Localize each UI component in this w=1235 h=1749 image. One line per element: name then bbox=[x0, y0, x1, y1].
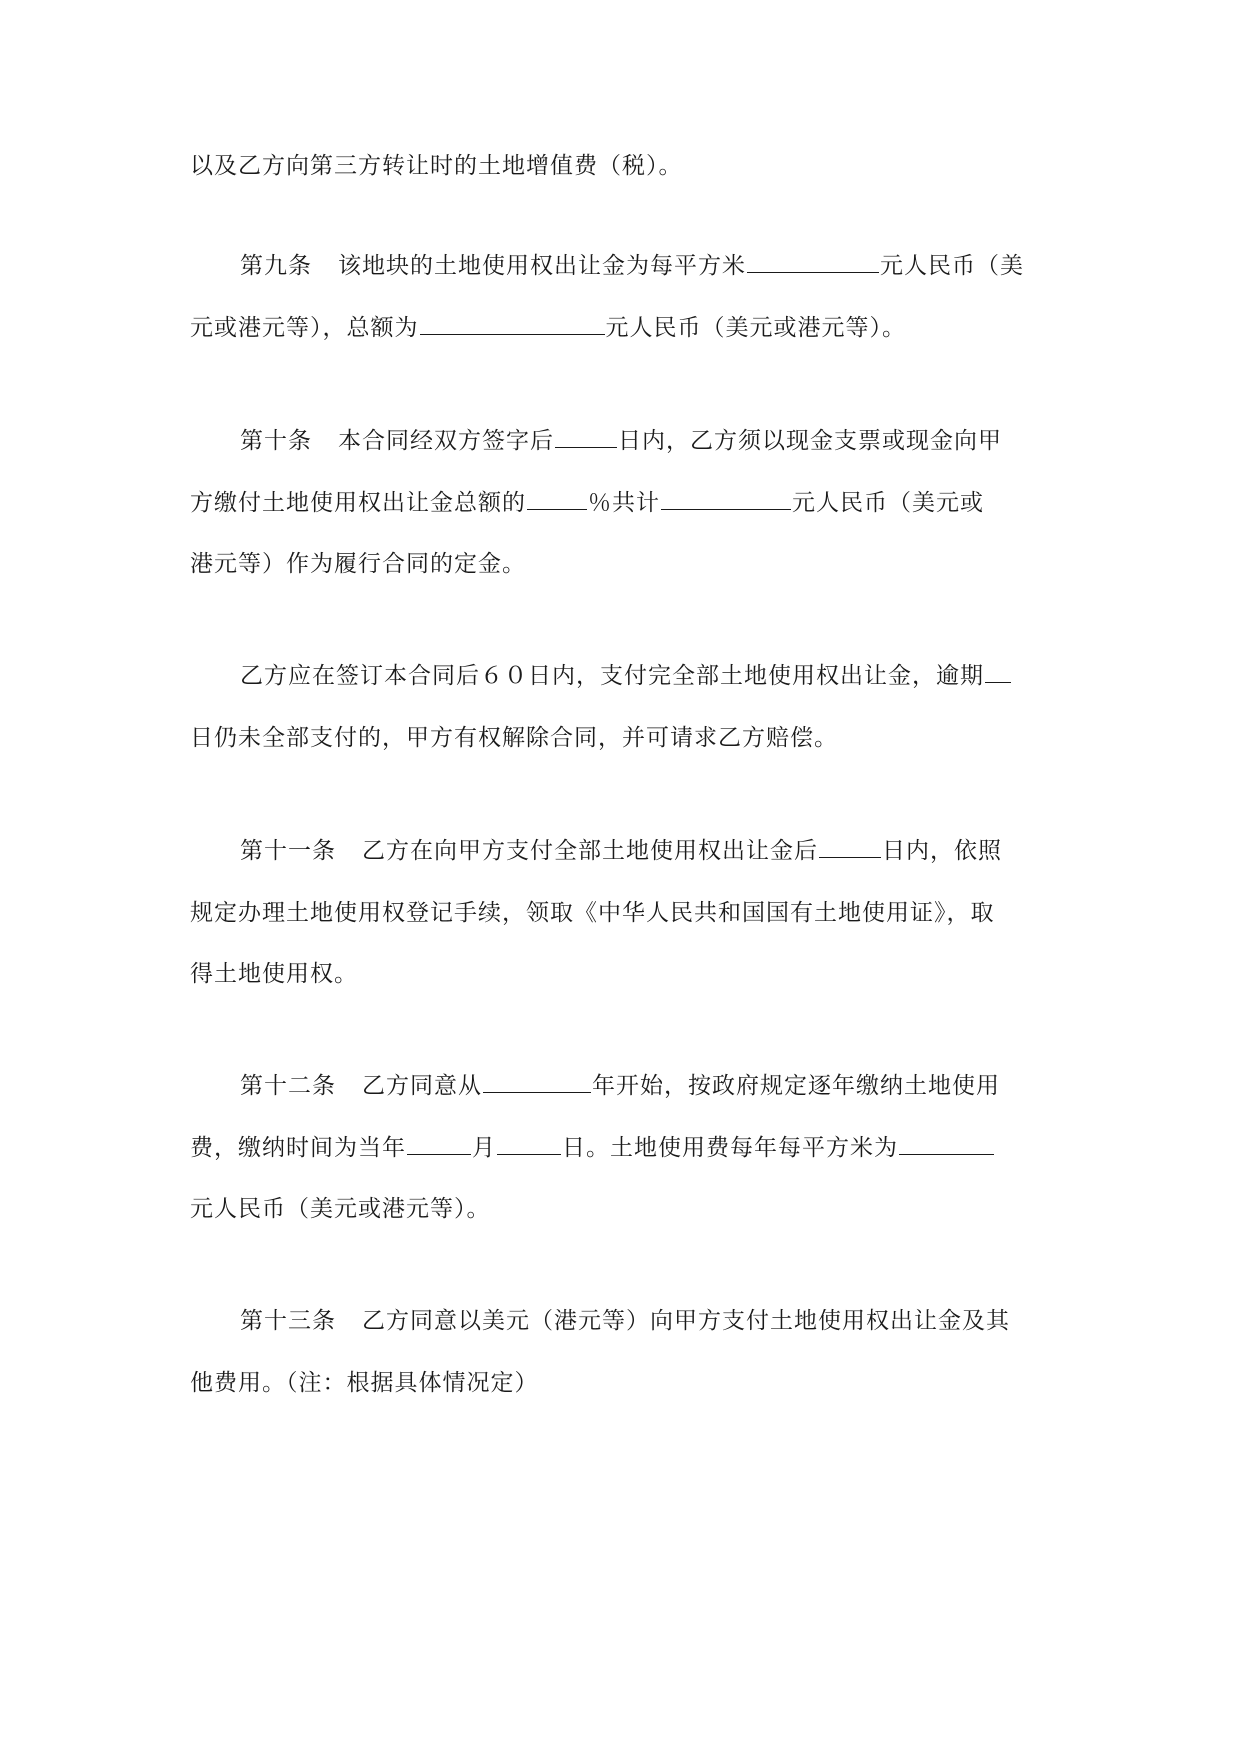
text-segment: 元人民币（美 bbox=[880, 253, 1024, 279]
text-line bbox=[190, 1193, 1070, 1225]
text-segment: ％共计 bbox=[588, 490, 660, 516]
fill-in-blank[interactable] bbox=[497, 1132, 561, 1155]
text-segment: 乙方在向甲方支付全部土地使用权出让金后 bbox=[362, 838, 818, 864]
fill-in-blank[interactable] bbox=[661, 487, 791, 510]
text-segment: 元人民币（美元或港元等）。 bbox=[605, 315, 906, 341]
text-segment: 得土地使用权。 bbox=[190, 961, 358, 987]
text-segment: 乙方同意以美元（港元等）向甲方支付土地使用权出让金及其 bbox=[362, 1308, 1010, 1334]
text-segment: 元或港元等），总额为 bbox=[190, 315, 419, 341]
article-13-line bbox=[240, 1305, 1120, 1337]
text-line bbox=[240, 660, 1120, 692]
fill-in-blank[interactable] bbox=[985, 660, 1011, 683]
fill-in-blank[interactable] bbox=[899, 1132, 994, 1155]
article-number: 第十三条 bbox=[240, 1308, 336, 1334]
fill-in-blank[interactable] bbox=[483, 1070, 591, 1093]
fill-in-blank[interactable] bbox=[819, 835, 881, 858]
article-number: 第十条 bbox=[240, 428, 312, 454]
text-segment: 本合同经双方签字后 bbox=[338, 428, 554, 454]
text-segment: 元人民币（美元或 bbox=[792, 490, 984, 516]
text-line bbox=[190, 1132, 1070, 1164]
text-line bbox=[190, 958, 1070, 990]
article-10-line bbox=[240, 425, 1120, 457]
text-line bbox=[190, 722, 1070, 754]
article-11-line bbox=[240, 835, 1120, 867]
text-line bbox=[190, 487, 1070, 519]
text-line bbox=[190, 548, 1070, 580]
text-segment: 乙方同意从 bbox=[362, 1073, 482, 1099]
text-segment: 年开始，按政府规定逐年缴纳土地使用 bbox=[592, 1073, 1000, 1099]
text-segment: 日内，乙方须以现金支票或现金向甲 bbox=[618, 428, 1002, 454]
fill-in-blank[interactable] bbox=[407, 1132, 471, 1155]
text-segment: 他费用。（注：根据具体情况定） bbox=[190, 1370, 539, 1396]
text-segment: 以及乙方向第三方转让时的土地增值费（税）。 bbox=[190, 153, 683, 179]
article-9-line bbox=[240, 250, 1120, 282]
fill-in-blank[interactable] bbox=[555, 425, 617, 448]
text-segment: 方缴付土地使用权出让金总额的 bbox=[190, 490, 526, 516]
text-segment: 月 bbox=[472, 1135, 496, 1161]
text-segment: 日仍未全部支付的，甲方有权解除合同，并可请求乙方赔偿。 bbox=[190, 725, 838, 751]
fill-in-blank[interactable] bbox=[420, 312, 605, 335]
article-number: 第十一条 bbox=[240, 838, 336, 864]
text-segment: 港元等）作为履行合同的定金。 bbox=[190, 551, 526, 577]
text-segment: 规定办理土地使用权登记手续，领取《中华人民共和国国有土地使用证》，取 bbox=[190, 900, 995, 926]
article-12-line bbox=[240, 1070, 1120, 1102]
text-line bbox=[190, 150, 1070, 182]
text-segment: 日内，依照 bbox=[882, 838, 1002, 864]
text-line bbox=[190, 1367, 1070, 1399]
text-segment: 费，缴纳时间为当年 bbox=[190, 1135, 406, 1161]
text-segment: 乙方应在签订本合同后６０日内，支付完全部土地使用权出让金，逾期 bbox=[240, 663, 984, 689]
text-line bbox=[190, 312, 1070, 344]
text-segment: 元人民币（美元或港元等）。 bbox=[190, 1196, 491, 1222]
article-number: 第十二条 bbox=[240, 1073, 336, 1099]
text-line bbox=[190, 897, 1070, 929]
fill-in-blank[interactable] bbox=[527, 487, 587, 510]
fill-in-blank[interactable] bbox=[747, 250, 879, 273]
article-number: 第九条 bbox=[240, 253, 312, 279]
text-segment: 日。土地使用费每年每平方米为 bbox=[562, 1135, 898, 1161]
text-segment: 该地块的土地使用权出让金为每平方米 bbox=[338, 253, 746, 279]
